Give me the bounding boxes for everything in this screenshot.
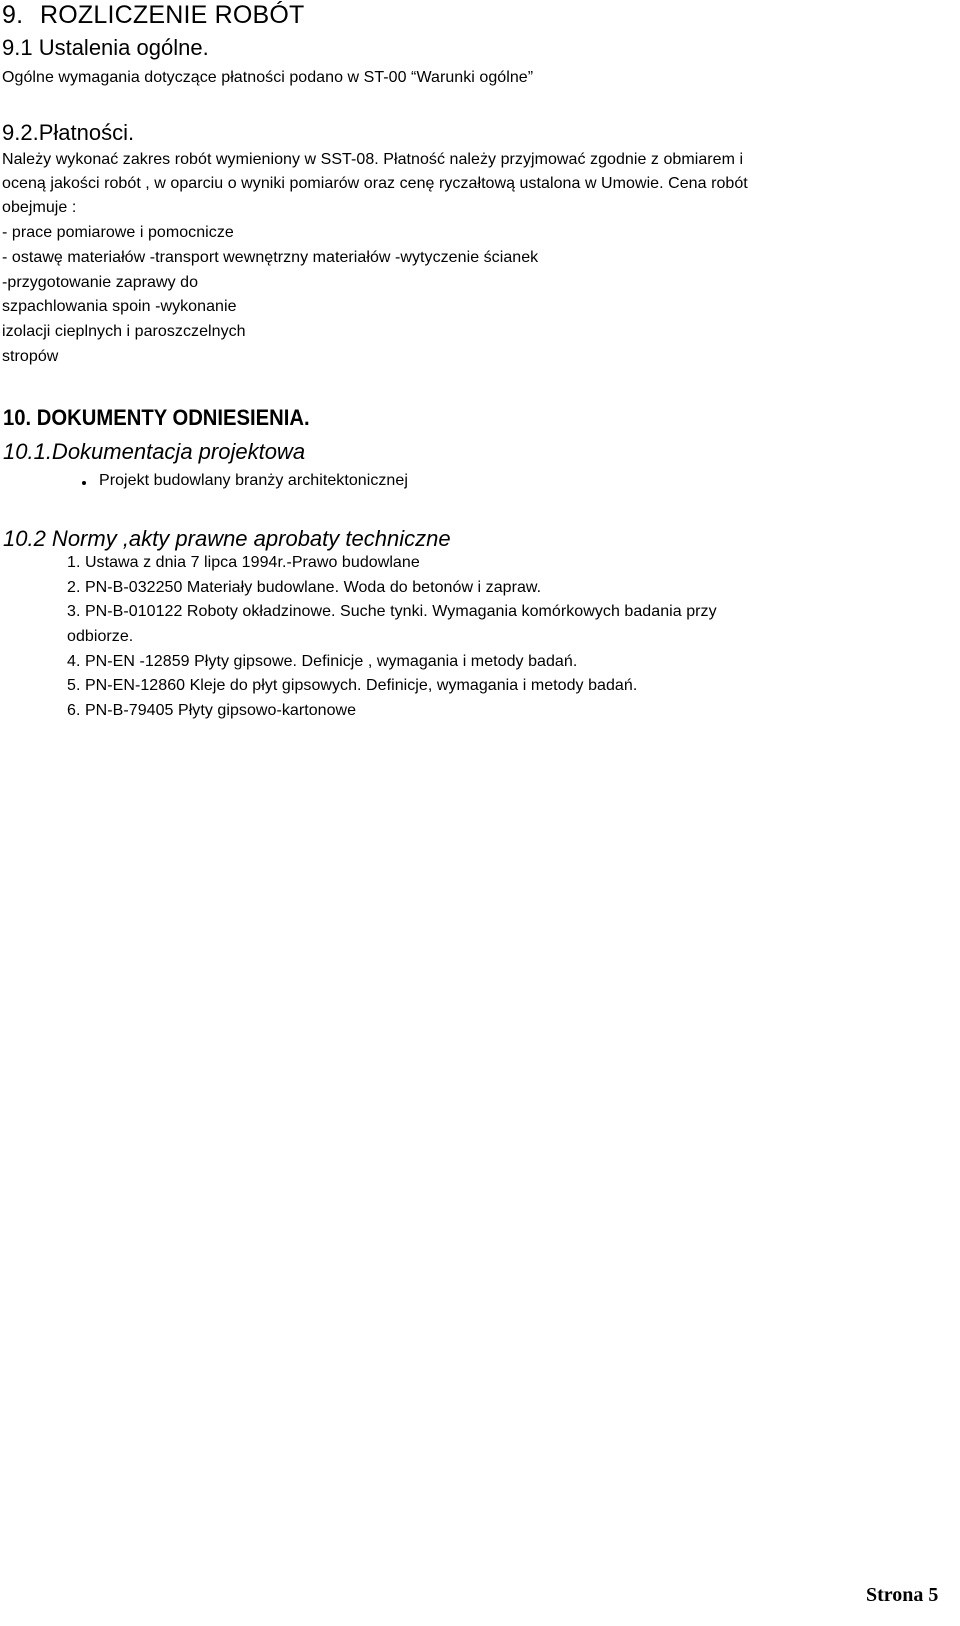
payment-line-5: - ostawę materiałów -transport wewnętrzny materiałów -wytyczenie ścianek: [2, 249, 539, 266]
section-9-number: 9.: [2, 1, 24, 29]
subsection-10-2-heading: 10.2 Normy ,akty prawne aprobaty techniczne: [3, 526, 451, 551]
norm-item-4: 4. PN-EN -12859 Płyty gipsowe. Definicje , wymagania i metody badań.: [67, 653, 578, 670]
norm-item-3: 3. PN-B-010122 Roboty okładzinowe. Suche tynki. Wymagania komórkowych badania przy: [67, 603, 717, 620]
page-number-footer: Strona 5: [866, 1584, 939, 1606]
subsection-10-1-heading: 10.1.Dokumentacja projektowa: [3, 439, 306, 464]
payment-line-8: izolacji cieplnych i paroszczelnych: [2, 323, 246, 340]
subsection-9-2-heading: 9.2.Płatności.: [2, 120, 135, 145]
payment-line-9: stropów: [2, 348, 59, 365]
bullet-marker: [82, 481, 86, 485]
norm-item-5: 5. PN-EN-12860 Kleje do płyt gipsowych. Definicje, wymagania i metody badań.: [67, 677, 638, 694]
payment-line-2: oceną jakości robót , w oparciu o wyniki pomiarów oraz cenę ryczałtową ustalona w Umowie. Cena robót: [2, 175, 748, 192]
bullet-item: Projekt budowlany branży architektonicznej: [99, 472, 408, 489]
payment-line-6: -przygotowanie zaprawy do: [2, 274, 199, 291]
norm-item-6: 6. PN-B-79405 Płyty gipsowo-kartonowe: [67, 702, 357, 719]
section-10-heading: 10. DOKUMENTY ODNIESIENIA.: [3, 405, 310, 430]
payment-line-3: obejmuje :: [2, 199, 77, 216]
norm-item-1: 1. Ustawa z dnia 7 lipca 1994r.-Prawo budowlane: [67, 554, 420, 571]
norm-item-2: 2. PN-B-032250 Materiały budowlane. Woda do betonów i zapraw.: [67, 579, 542, 596]
payment-line-7: szpachlowania spoin -wykonanie: [2, 298, 237, 315]
subsection-9-1-heading: 9.1 Ustalenia ogólne.: [2, 35, 209, 60]
payment-line-1: Należy wykonać zakres robót wymieniony w SST-08. Płatność należy przyjmować zgodnie z obmiarem i: [2, 151, 744, 168]
general-requirements-text: Ogólne wymagania dotyczące płatności podano w ST-00 “Warunki ogólne”: [2, 69, 534, 86]
norm-item-3-continued: odbiorze.: [67, 628, 134, 645]
payment-line-4: - prace pomiarowe i pomocnicze: [2, 224, 234, 241]
section-9-title: ROZLICZENIE ROBÓT: [40, 1, 305, 29]
